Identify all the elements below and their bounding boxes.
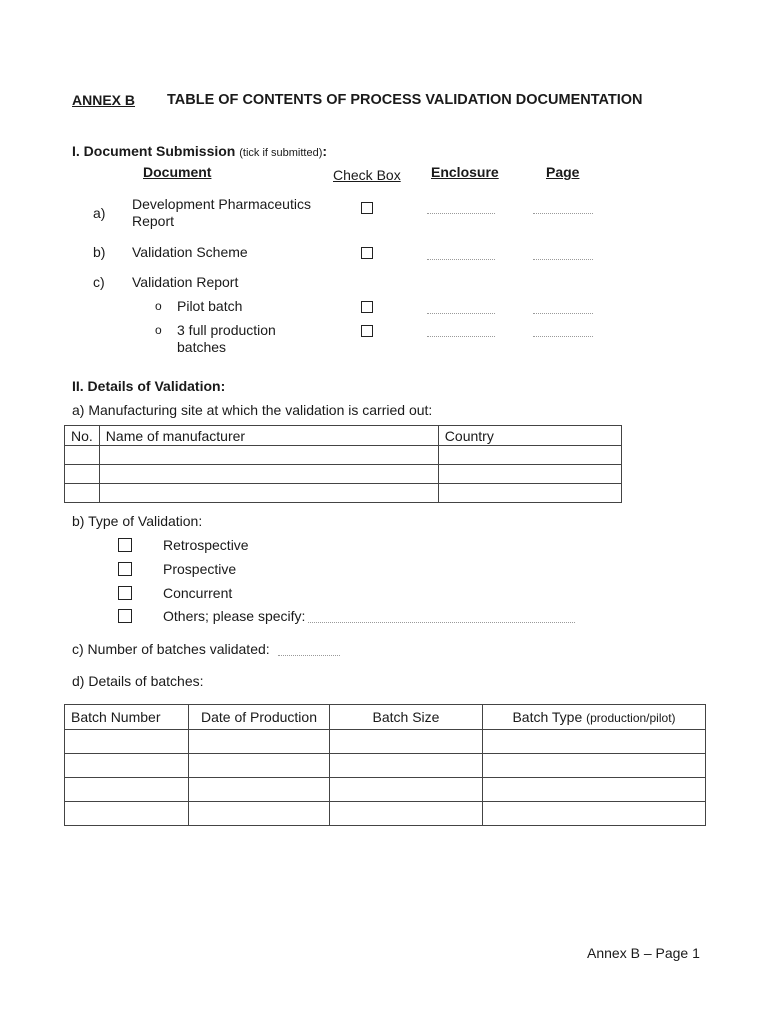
col-page: Page <box>546 164 580 180</box>
header-batch-type-label: Batch Type <box>512 709 583 725</box>
batches-validated-label: c) Number of batches validated: <box>72 641 270 657</box>
cell-size[interactable] <box>330 778 483 802</box>
cell-country[interactable] <box>438 446 621 465</box>
manufacturer-table-header <box>65 426 622 446</box>
table-row <box>65 484 622 503</box>
cell-date[interactable] <box>189 802 330 826</box>
cell-country[interactable] <box>438 484 621 503</box>
annex-label: ANNEX B <box>72 92 136 108</box>
header-date-production: Date of Production <box>189 705 330 730</box>
cell-type[interactable] <box>483 730 706 754</box>
col-enclosure: Enclosure <box>431 164 499 180</box>
manufacturer-table <box>64 425 622 503</box>
table-row <box>65 446 622 465</box>
table-row <box>65 730 706 754</box>
col-checkbox: Check Box <box>333 167 401 183</box>
checkbox-concurrent[interactable] <box>118 586 132 600</box>
cell-type[interactable] <box>483 802 706 826</box>
cell-date[interactable] <box>189 754 330 778</box>
batch-table-header <box>65 705 706 730</box>
cell-type[interactable] <box>483 778 706 802</box>
row-a-line1: Development Pharmaceutics <box>132 196 311 212</box>
sub-item-pilot: Pilot batch <box>177 298 243 314</box>
bullet-full: o <box>155 323 162 337</box>
cell-no[interactable] <box>65 484 100 503</box>
sub-item-full-line2: batches <box>177 339 227 355</box>
cell-country[interactable] <box>438 465 621 484</box>
table-row <box>65 754 706 778</box>
heading-colon: : <box>322 143 328 159</box>
others-specify-field[interactable] <box>308 622 575 623</box>
cell-size[interactable] <box>330 754 483 778</box>
checkbox-pilot-batch[interactable] <box>361 301 373 313</box>
page-footer: Annex B – Page 1 <box>587 945 700 961</box>
sub-item-full-production <box>177 322 276 356</box>
cell-size[interactable] <box>330 730 483 754</box>
page-title: TABLE OF CONTENTS OF PROCESS VALIDATION DOCUMENTATION <box>167 92 643 108</box>
page-field-b[interactable] <box>533 259 593 260</box>
section2-heading: II. Details of Validation: <box>72 378 226 394</box>
section1-heading-text: I. Document Submission <box>72 143 236 159</box>
header-batch-number: Batch Number <box>65 705 189 730</box>
header-batch-size: Batch Size <box>330 705 483 730</box>
cell-batch-number[interactable] <box>65 778 189 802</box>
row-c-letter: c) <box>93 274 105 290</box>
cell-no[interactable] <box>65 446 100 465</box>
header-no: No. <box>65 426 100 446</box>
checkbox-prospective[interactable] <box>118 562 132 576</box>
cell-date[interactable] <box>189 730 330 754</box>
cell-no[interactable] <box>65 465 100 484</box>
row-a-letter: a) <box>93 205 106 221</box>
cell-manufacturer[interactable] <box>99 465 438 484</box>
header-manufacturer: Name of manufacturer <box>99 426 438 446</box>
cell-batch-number[interactable] <box>65 802 189 826</box>
row-c-document: Validation Report <box>132 274 239 290</box>
checkbox-others[interactable] <box>118 609 132 623</box>
cell-date[interactable] <box>189 778 330 802</box>
col-document: Document <box>143 164 212 180</box>
checkbox-development-report[interactable] <box>361 202 373 214</box>
checkbox-full-production[interactable] <box>361 325 373 337</box>
checkbox-retrospective[interactable] <box>118 538 132 552</box>
cell-size[interactable] <box>330 802 483 826</box>
sub-item-full-line1: 3 full production <box>177 322 276 338</box>
table-row <box>65 778 706 802</box>
row-a-line2: Report <box>132 213 175 229</box>
page-field-full[interactable] <box>533 336 593 337</box>
manufacturing-site-label: a) Manufacturing site at which the validation is carried out: <box>72 402 433 418</box>
row-b-letter: b) <box>93 244 106 260</box>
batch-details-label: d) Details of batches: <box>72 673 204 689</box>
table-row <box>65 802 706 826</box>
option-retrospective: Retrospective <box>163 537 249 553</box>
option-others: Others; please specify: <box>163 608 306 624</box>
checkbox-validation-scheme[interactable] <box>361 247 373 259</box>
page-field-a[interactable] <box>533 213 593 214</box>
batches-validated-field[interactable] <box>278 655 340 656</box>
enclosure-field-b[interactable] <box>427 259 495 260</box>
validation-type-label: b) Type of Validation: <box>72 513 203 529</box>
tick-note: (tick if submitted) <box>239 147 323 159</box>
enclosure-field-a[interactable] <box>427 213 495 214</box>
header-country: Country <box>438 426 621 446</box>
header-batch-type <box>483 705 706 730</box>
cell-manufacturer[interactable] <box>99 446 438 465</box>
section1-heading <box>72 143 327 159</box>
batch-type-note: (production/pilot) <box>586 711 676 725</box>
table-row <box>65 465 622 484</box>
row-a-document <box>132 196 311 230</box>
batch-table <box>64 704 706 826</box>
row-b-document: Validation Scheme <box>132 244 248 260</box>
option-prospective: Prospective <box>163 561 237 577</box>
cell-type[interactable] <box>483 754 706 778</box>
page-field-pilot[interactable] <box>533 313 593 314</box>
enclosure-field-pilot[interactable] <box>427 313 495 314</box>
option-concurrent: Concurrent <box>163 585 233 601</box>
bullet-pilot: o <box>155 299 162 313</box>
cell-batch-number[interactable] <box>65 754 189 778</box>
enclosure-field-full[interactable] <box>427 336 495 337</box>
cell-batch-number[interactable] <box>65 730 189 754</box>
cell-manufacturer[interactable] <box>99 484 438 503</box>
